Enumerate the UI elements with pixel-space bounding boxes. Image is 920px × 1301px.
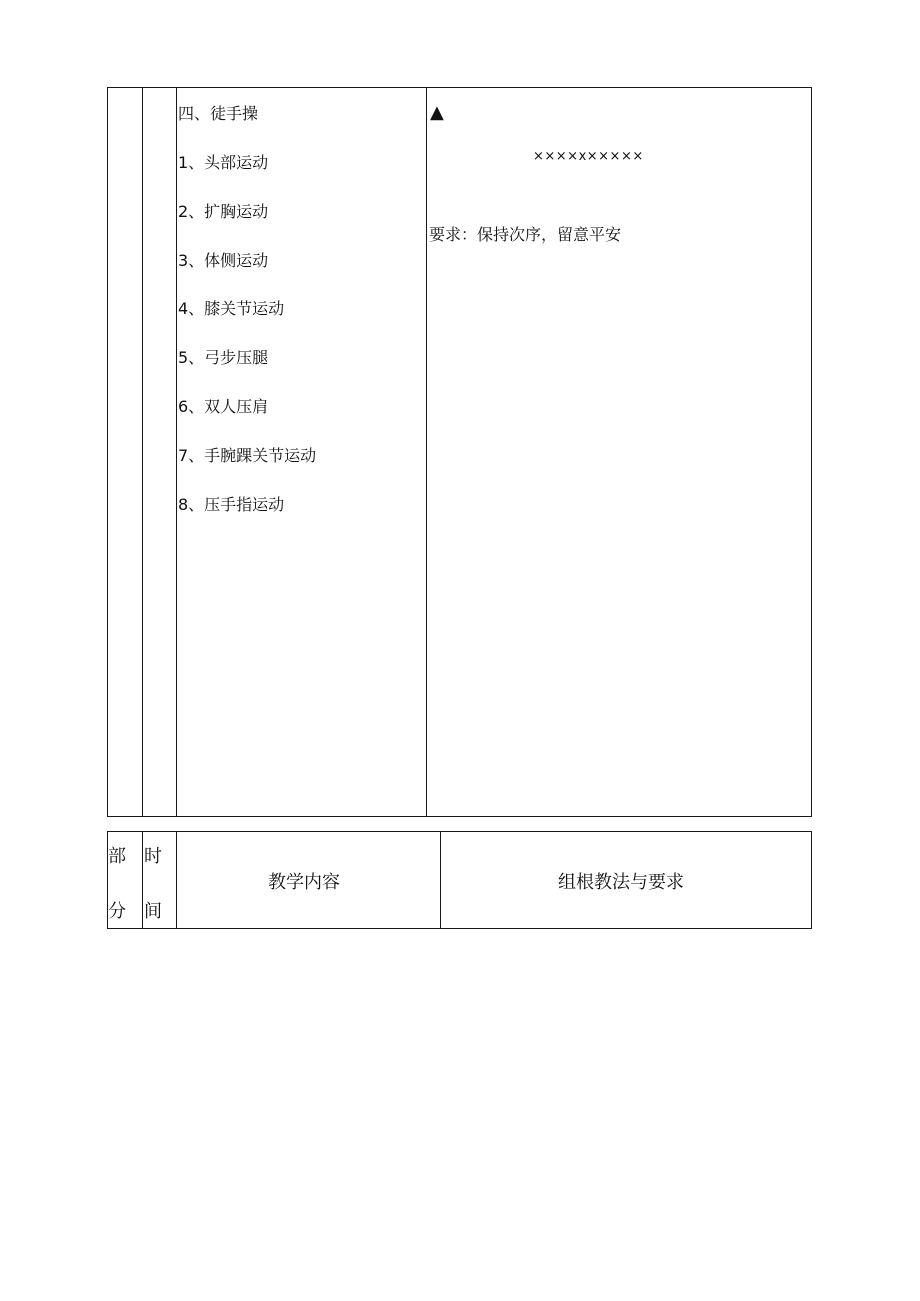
content-heading: 四、徒手操 bbox=[178, 104, 259, 123]
lesson-table-top-border bbox=[107, 87, 812, 88]
content-item: 1、头部运动 bbox=[178, 153, 269, 172]
lesson-table-divider-part-time bbox=[142, 87, 143, 817]
header-table-bottom-border bbox=[107, 928, 812, 929]
header-method-title: 组根教法与要求 bbox=[558, 872, 684, 893]
lesson-table-divider-content-method bbox=[426, 87, 427, 817]
lesson-table-right-border bbox=[811, 87, 812, 817]
lesson-table-left-border bbox=[107, 87, 108, 817]
content-item: 2、扩胸运动 bbox=[178, 202, 269, 221]
header-table-right-border bbox=[811, 831, 812, 929]
content-item: 6、双人压肩 bbox=[178, 397, 269, 416]
lesson-table-divider-time-content bbox=[176, 87, 177, 817]
content-item: 8、压手指运动 bbox=[178, 495, 285, 514]
teacher-position-icon: ▲ bbox=[430, 102, 444, 123]
header-time-char-2: 间 bbox=[144, 901, 162, 922]
lesson-table-bottom-border bbox=[107, 816, 812, 817]
header-part-char-1: 部 bbox=[108, 846, 126, 867]
content-item: 7、手腕踝关节运动 bbox=[178, 446, 317, 465]
header-table-divider-content-method bbox=[440, 831, 441, 929]
header-time-char-1: 时 bbox=[144, 846, 162, 867]
content-item: 5、弓步压腿 bbox=[178, 348, 269, 367]
header-table-top-border bbox=[107, 831, 812, 832]
header-part-char-2: 分 bbox=[108, 901, 126, 922]
content-item: 4、膝关节运动 bbox=[178, 299, 285, 318]
content-item: 3、体侧运动 bbox=[178, 251, 269, 270]
student-formation: ××××x××××× bbox=[533, 149, 644, 164]
header-content-title: 教学内容 bbox=[268, 872, 340, 893]
header-table-divider-part-time bbox=[142, 831, 143, 929]
header-table-divider-time-content bbox=[176, 831, 177, 929]
method-requirement: 要求：保持次序，留意平安 bbox=[429, 225, 622, 244]
